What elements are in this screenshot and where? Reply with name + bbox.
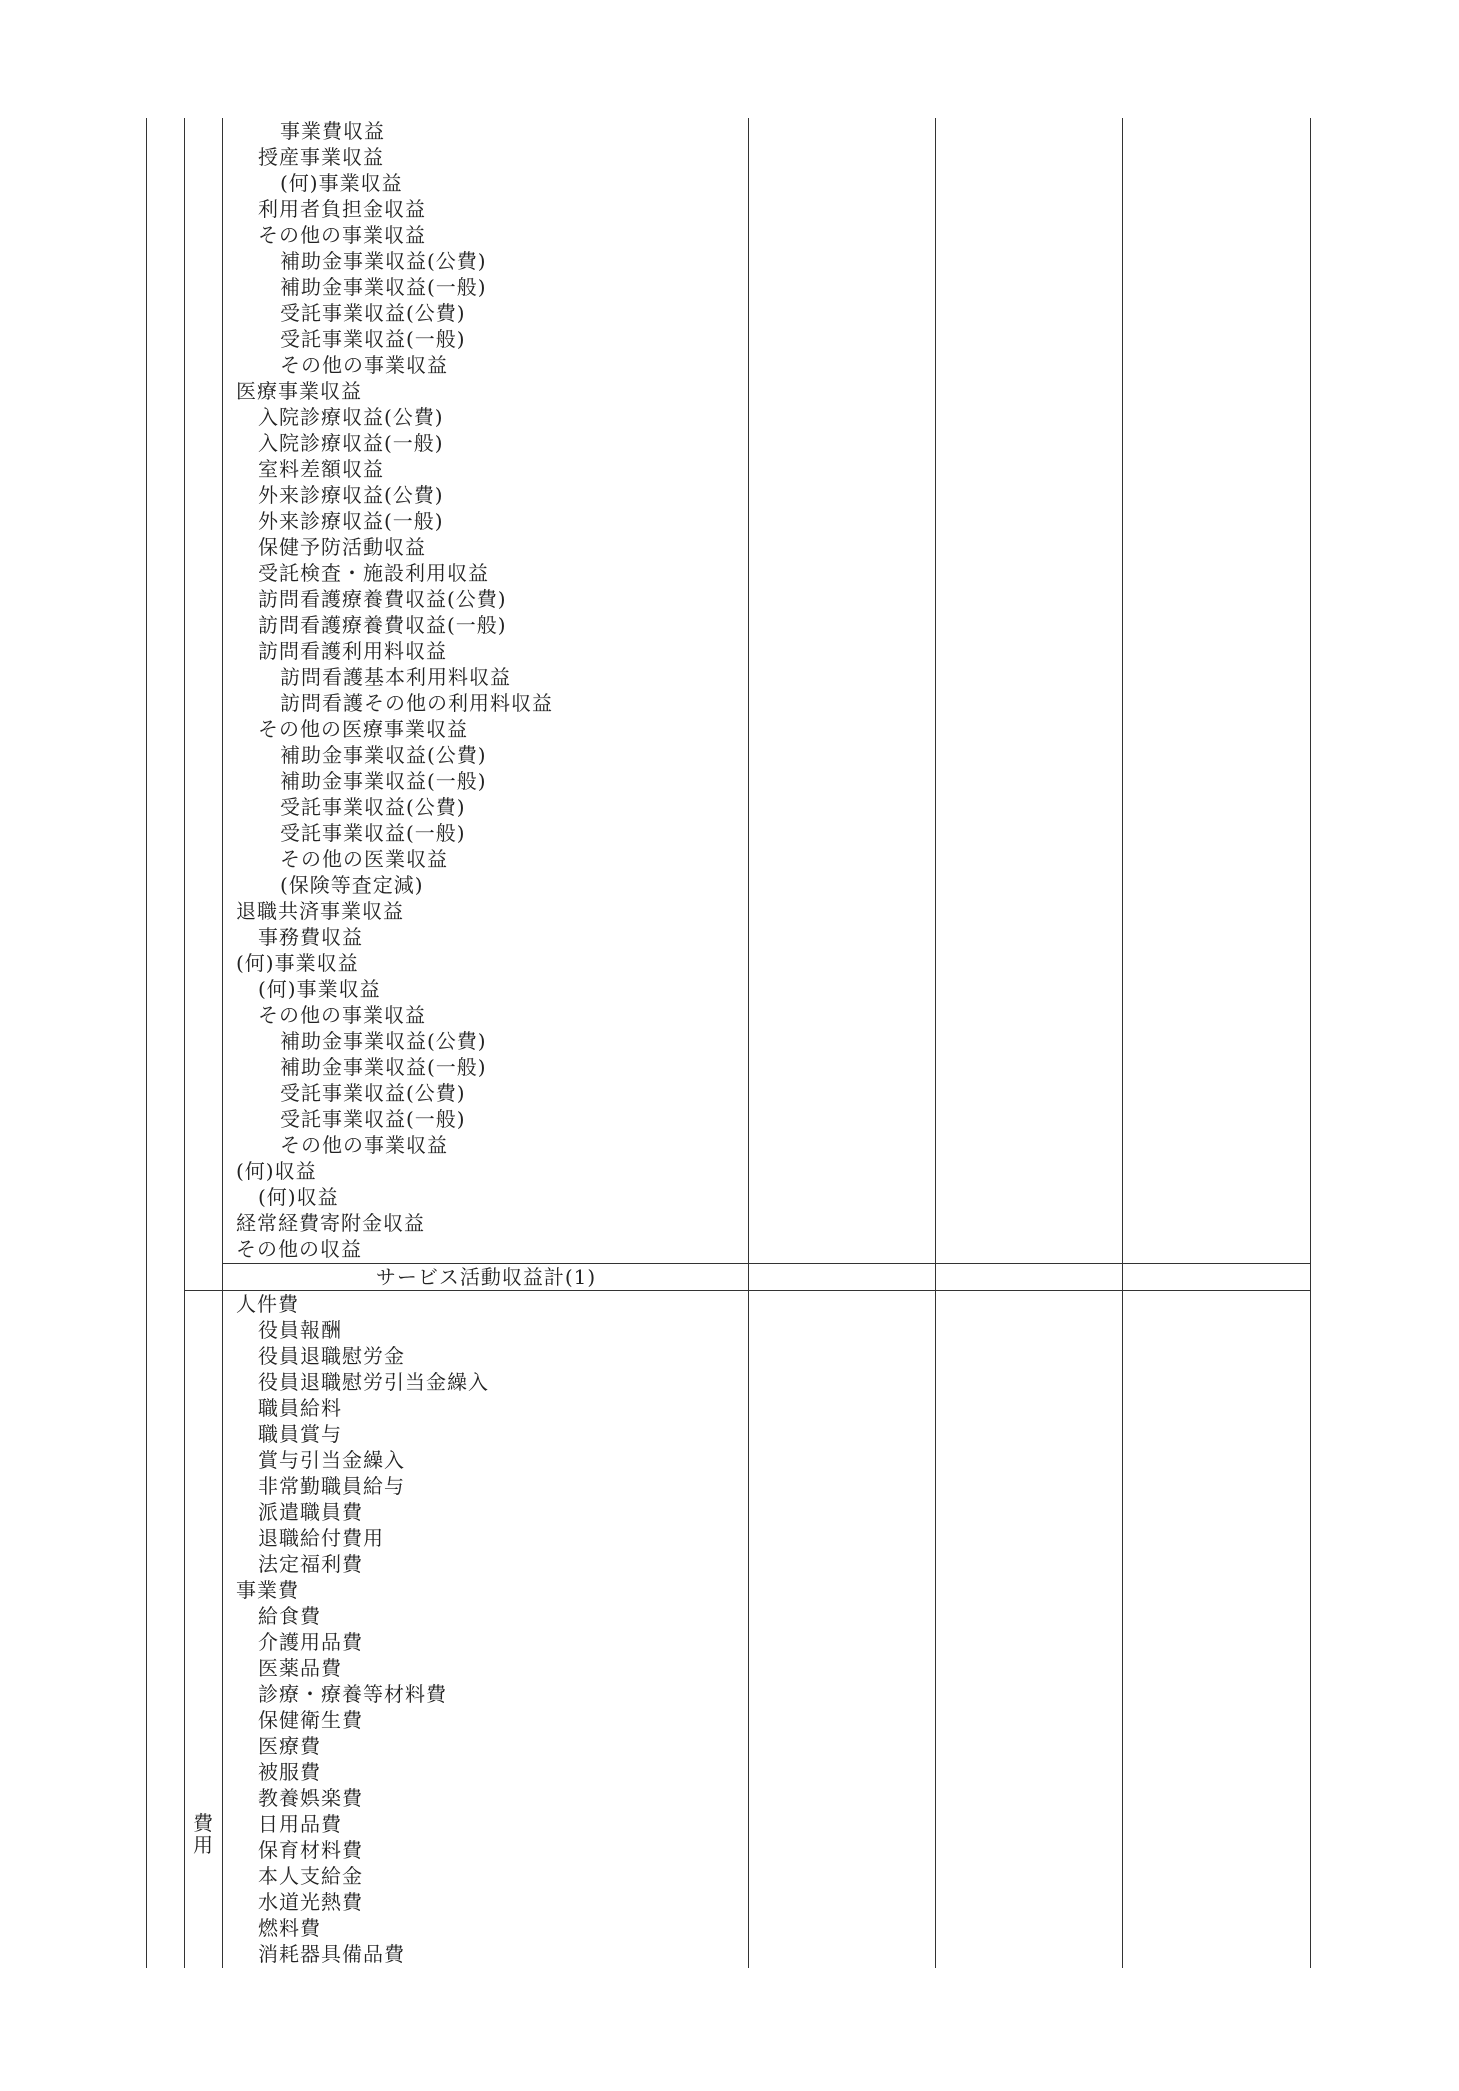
line-item: 訪問看護その他の利用料収益	[280, 691, 553, 715]
line-item: (何)事業収益	[258, 977, 381, 1001]
column-divider	[935, 118, 936, 1968]
column-divider	[748, 118, 749, 1968]
column-divider	[1122, 118, 1123, 1968]
expense-section-label	[186, 1812, 220, 1856]
line-item: 医療費	[258, 1734, 321, 1758]
line-item: 事務費収益	[258, 925, 363, 949]
line-item: 訪問看護療養費収益(公費)	[258, 587, 507, 611]
line-item: 訪問看護療養費収益(一般)	[258, 613, 507, 637]
line-item: 燃料費	[258, 1916, 321, 1940]
line-item: 給食費	[258, 1604, 321, 1628]
table-border-left	[146, 118, 147, 1968]
line-item: 医療事業収益	[236, 379, 362, 403]
line-item: その他の事業収益	[258, 1003, 426, 1027]
line-item: (何)事業収益	[280, 171, 403, 195]
line-item: 受託事業収益(一般)	[280, 821, 466, 845]
table-border-right	[1310, 118, 1311, 1968]
line-item: 事業費収益	[280, 119, 385, 143]
line-item: 役員退職慰労金	[258, 1344, 405, 1368]
line-item: その他の事業収益	[280, 353, 448, 377]
line-item: 消耗器具備品費	[258, 1942, 405, 1966]
line-item: 経常経費寄附金収益	[236, 1211, 425, 1235]
line-item: 日用品費	[258, 1812, 342, 1836]
line-item: (何)事業収益	[236, 951, 359, 975]
line-item: 受託検査・施設利用収益	[258, 561, 489, 585]
line-item: 外来診療収益(公費)	[258, 483, 444, 507]
line-item: 介護用品費	[258, 1630, 363, 1654]
column-divider	[184, 118, 185, 1968]
line-item: その他の事業収益	[280, 1133, 448, 1157]
line-item: 退職共済事業収益	[236, 899, 404, 923]
line-item: 退職給付費用	[258, 1526, 384, 1550]
revenue-total-label: サービス活動収益計(1)	[375, 1265, 597, 1289]
line-item: 被服費	[258, 1760, 321, 1784]
line-item: 受託事業収益(一般)	[280, 1107, 466, 1131]
line-item: 入院診療収益(一般)	[258, 431, 444, 455]
line-item: 受託事業収益(一般)	[280, 327, 466, 351]
line-item: 職員賞与	[258, 1422, 342, 1446]
line-item: 診療・療養等材料費	[258, 1682, 447, 1706]
line-item: 賞与引当金繰入	[258, 1448, 405, 1472]
line-item: 人件費	[236, 1292, 299, 1316]
line-item: 利用者負担金収益	[258, 197, 426, 221]
line-item: その他の医業収益	[280, 847, 448, 871]
line-item: 補助金事業収益(一般)	[280, 1055, 487, 1079]
line-item: 事業費	[236, 1578, 299, 1602]
line-item: 授産事業収益	[258, 145, 384, 169]
column-divider	[222, 118, 223, 1968]
line-item: 室料差額収益	[258, 457, 384, 481]
line-item: 受託事業収益(公費)	[280, 795, 466, 819]
line-item: 訪問看護利用料収益	[258, 639, 447, 663]
line-item: その他の収益	[236, 1237, 362, 1261]
line-item: 補助金事業収益(公費)	[280, 249, 487, 273]
line-item: 補助金事業収益(一般)	[280, 769, 487, 793]
line-item: (何)収益	[236, 1159, 317, 1183]
line-item: 受託事業収益(公費)	[280, 1081, 466, 1105]
expense-section-label-text: 費 用	[193, 1811, 213, 1857]
total-row-bottom-border	[184, 1290, 1311, 1291]
line-item: 教養娯楽費	[258, 1786, 363, 1810]
line-item: (何)収益	[258, 1185, 339, 1209]
line-item: 保育材料費	[258, 1838, 363, 1862]
line-item: 医薬品費	[258, 1656, 342, 1680]
line-item: 非常勤職員給与	[258, 1474, 405, 1498]
line-item: 保健予防活動収益	[258, 535, 426, 559]
line-item: 訪問看護基本利用料収益	[280, 665, 511, 689]
line-item: 法定福利費	[258, 1552, 363, 1576]
line-item: (保険等査定減)	[280, 873, 424, 897]
line-item: 職員給料	[258, 1396, 342, 1420]
line-item: 補助金事業収益(一般)	[280, 275, 487, 299]
line-item: 本人支給金	[258, 1864, 363, 1888]
line-item: その他の事業収益	[258, 223, 426, 247]
line-item: 外来診療収益(一般)	[258, 509, 444, 533]
line-item: 派遣職員費	[258, 1500, 363, 1524]
line-item: 役員報酬	[258, 1318, 342, 1342]
line-item: 役員退職慰労引当金繰入	[258, 1370, 489, 1394]
line-item: 補助金事業収益(公費)	[280, 1029, 487, 1053]
line-item: 補助金事業収益(公費)	[280, 743, 487, 767]
line-item: 受託事業収益(公費)	[280, 301, 466, 325]
line-item: その他の医療事業収益	[258, 717, 468, 741]
line-item: 水道光熱費	[258, 1890, 363, 1914]
line-item: 入院診療収益(公費)	[258, 405, 444, 429]
line-item: 保健衛生費	[258, 1708, 363, 1732]
